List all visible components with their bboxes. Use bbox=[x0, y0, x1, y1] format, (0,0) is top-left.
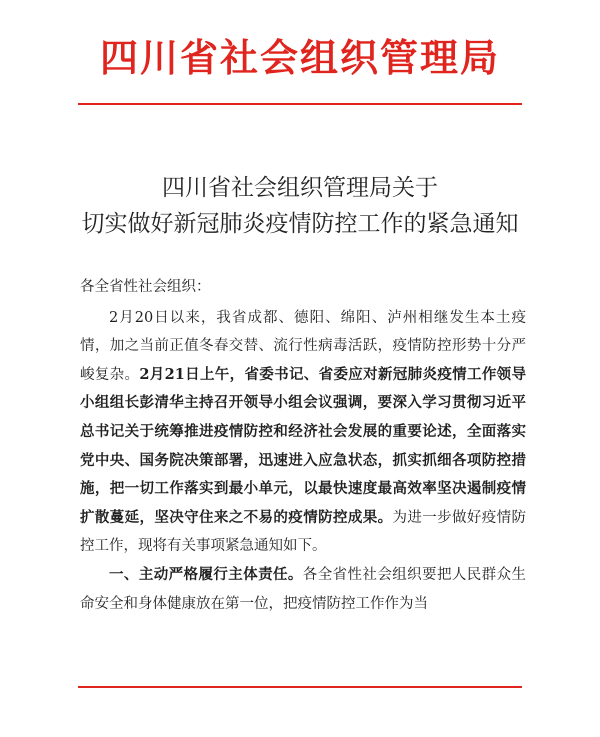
masthead-red-rule bbox=[78, 103, 522, 105]
paragraph-1-part-c: 为进一步做好疫情防控工作，现将有关事项紧急通知如下。 bbox=[80, 509, 527, 555]
document-title bbox=[0, 170, 600, 242]
document-body bbox=[80, 273, 526, 618]
addressee: 各全省性社会组织： bbox=[80, 279, 211, 295]
paragraph-1-part-b: 2月21日上午，省委书记、省委应对新冠肺炎疫情工作领导小组组长彭清华主持召开领导小组会议强调，要深入学习贯彻习近平总书记关于统筹推进疫情防控和经济社会发展的重要论述，全面落实党中央、国务院决策部署，迅速进入应急状态，抓实抓细各项防控措施，把一切工作落实到最小单元，以最快速度最高效率坚决遏制疫情扩散蔓延，坚决守住来之不易的疫情防控成果。 bbox=[80, 365, 527, 526]
masthead-title: 四川省社会组织管理局 bbox=[99, 36, 500, 80]
paragraph-2 bbox=[80, 561, 526, 618]
paragraph-2-heading: 一、主动严格履行主体责任。 bbox=[109, 565, 303, 583]
paragraph-1 bbox=[80, 304, 526, 561]
document-title-line-1: 四川省社会组织管理局关于 bbox=[162, 175, 438, 201]
footer-red-rule bbox=[78, 686, 522, 688]
document-title-line-2: 切实做好新冠肺炎疫情防控工作的紧急通知 bbox=[81, 211, 519, 237]
paragraph-1-part-a: 2月20日以来，我省成都、德阳、绵阳、泸州相继发生本土疫情，加之当前正值冬春交替、流行性病毒活跃，疫情防控形势十分严峻复杂。 bbox=[80, 309, 526, 383]
paragraph-2-body: 各全省性社会组织要把人民群众生命安全和身体健康放在第一位，把疫情防控工作作为当 bbox=[80, 566, 526, 612]
